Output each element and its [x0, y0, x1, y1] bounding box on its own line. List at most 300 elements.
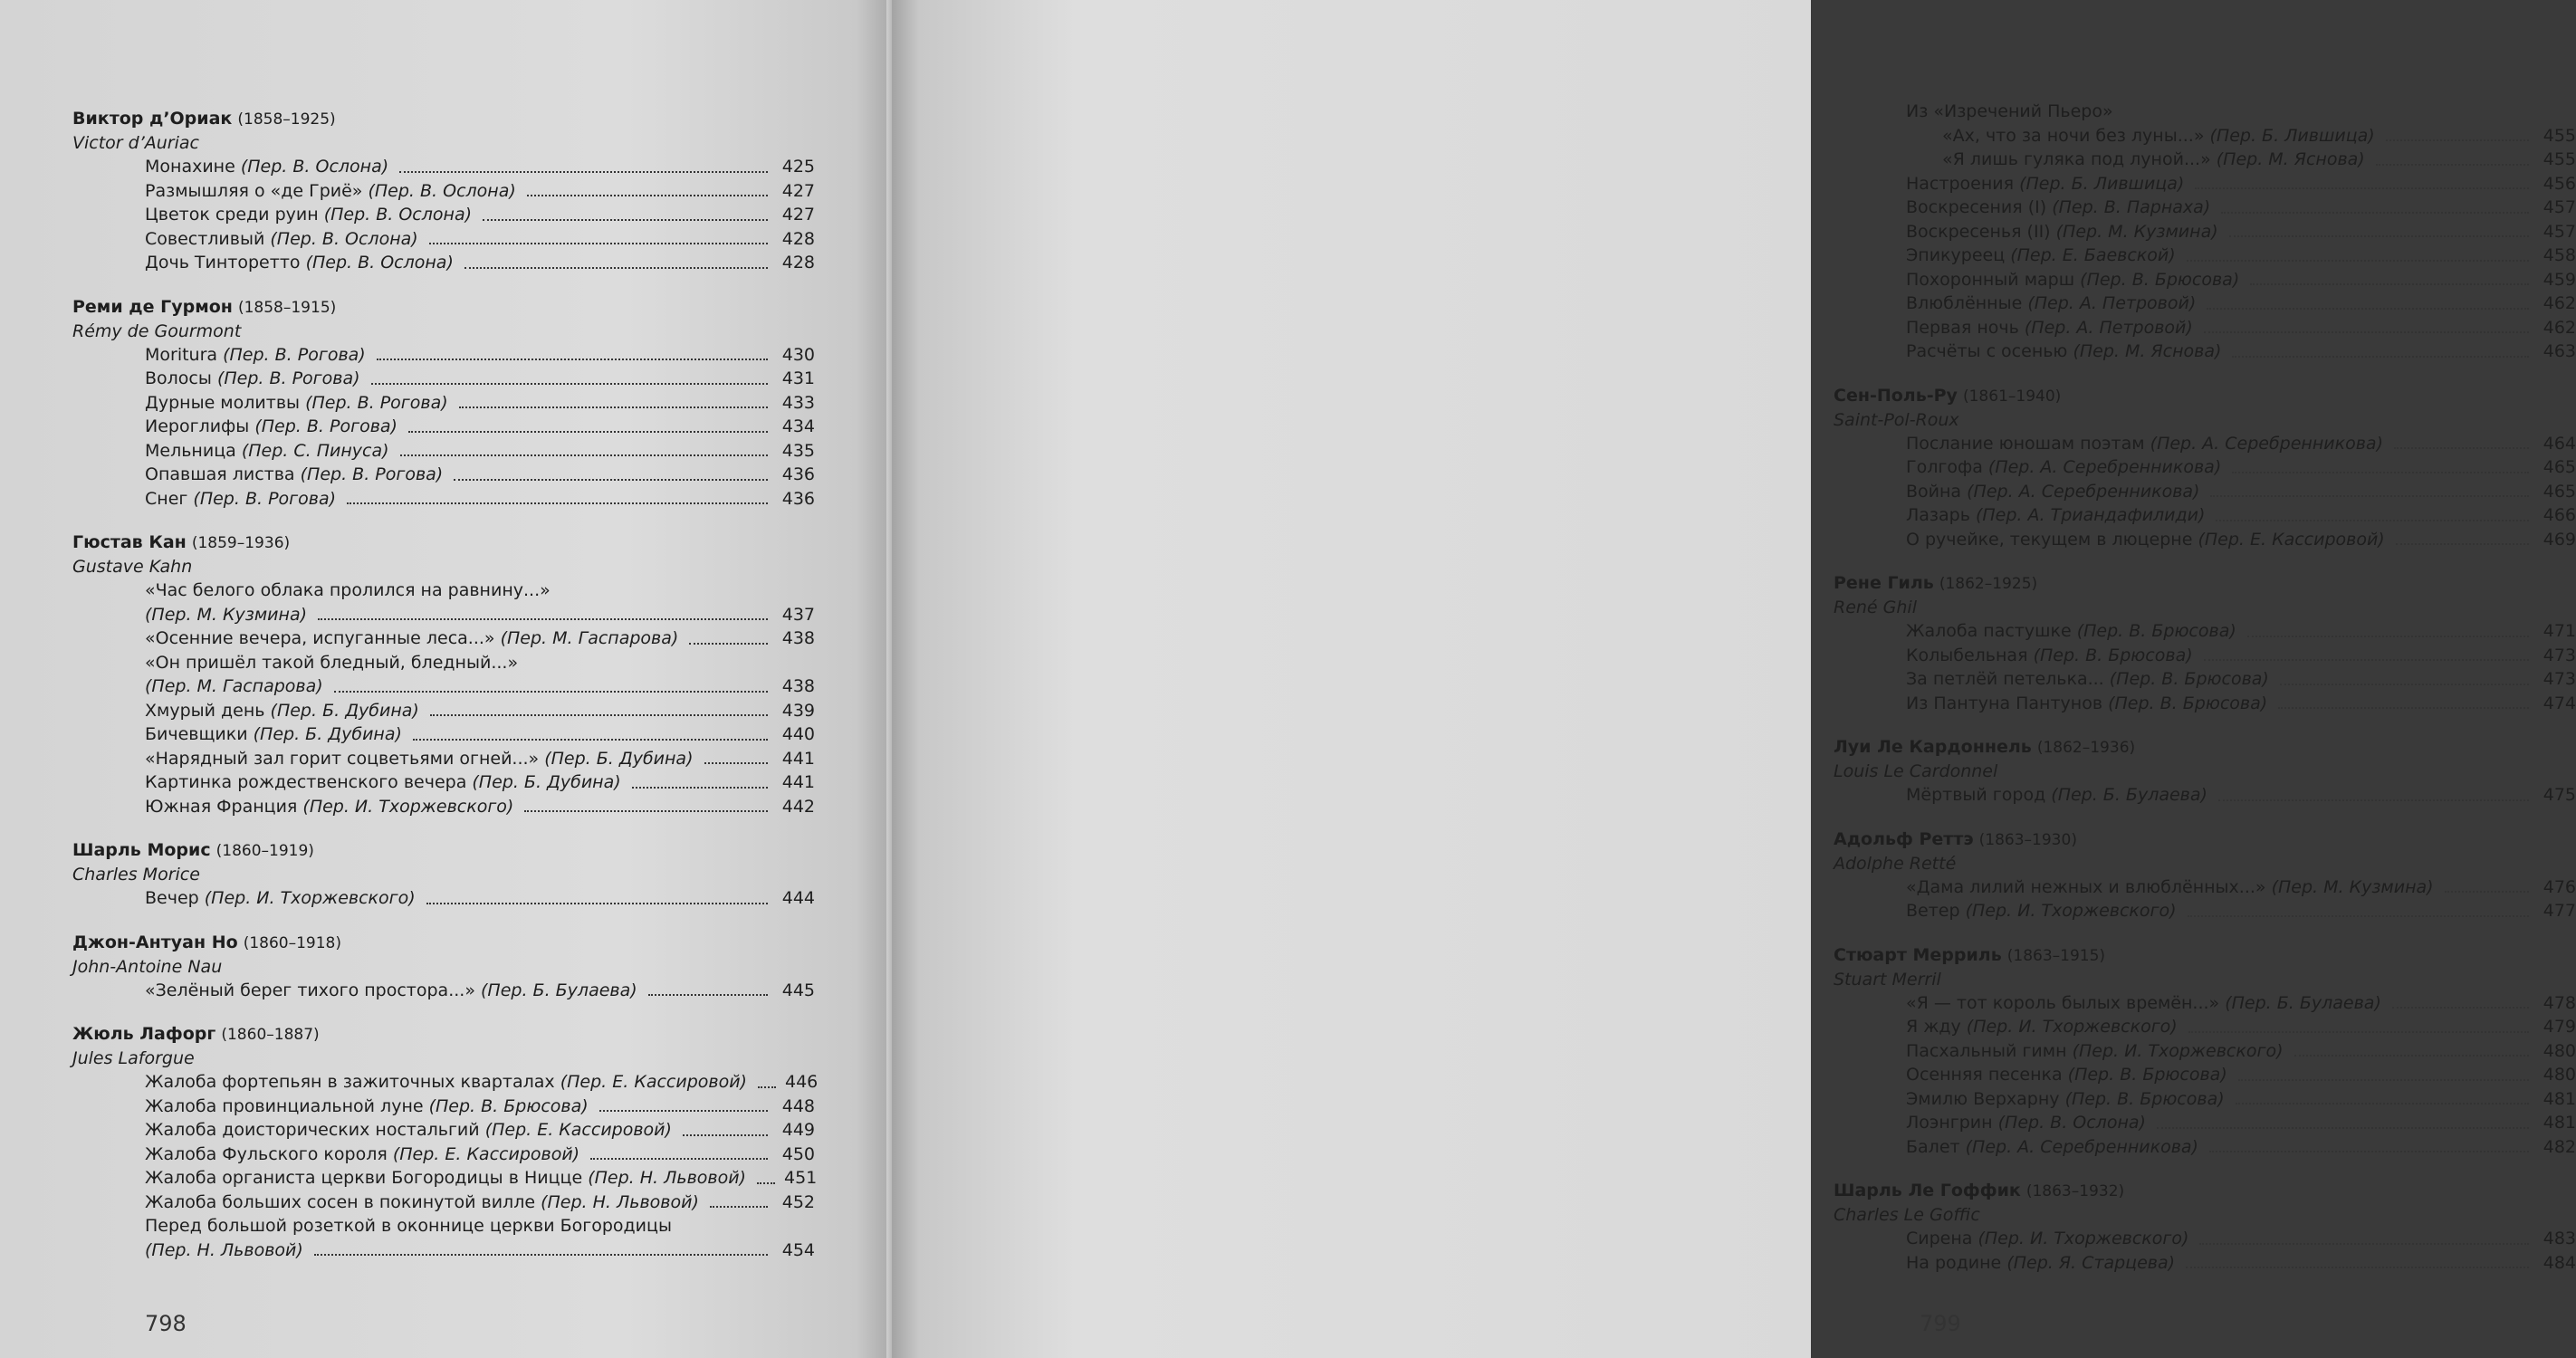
toc-entry: [145, 770, 815, 795]
author-heading: [1834, 1179, 2576, 1203]
entry-translator: (Пер. В. Рогова): [254, 416, 397, 436]
section-subheading: [1906, 100, 2576, 124]
toc-entry: [145, 1191, 815, 1215]
entry-translator: (Пер. Б. Дубина): [472, 772, 621, 792]
dot-leader: [2386, 139, 2529, 141]
toc-entry: [1942, 124, 2576, 148]
entry-page-number: 480: [2542, 1065, 2576, 1085]
entry-page-number: 479: [2542, 1017, 2576, 1037]
entry-translator: (Пер. В. Рогова): [223, 344, 366, 365]
author-section: [1834, 827, 2576, 923]
toc-entry: [145, 795, 815, 819]
entry-page-number: 477: [2542, 901, 2576, 921]
toc-entry: [1906, 1227, 2576, 1251]
sub-entry-list: [1906, 124, 2576, 172]
entry-page-number: 427: [781, 205, 815, 225]
dot-leader: [314, 1254, 768, 1256]
entry-title: Хмурый день: [145, 700, 265, 721]
toc-entry: [145, 579, 815, 626]
entry-translator: (Пер. Н. Львовой): [541, 1191, 699, 1212]
dot-leader: [464, 267, 768, 269]
entry-title: Moritura: [145, 344, 218, 365]
entry-title: Цветок среди руин: [145, 205, 319, 225]
toc-entry: [1906, 316, 2576, 340]
entry-title: Совестливый: [145, 228, 265, 249]
entry-translator: (Пер. Б. Лившица): [2209, 125, 2375, 146]
author-section: [1834, 735, 2576, 808]
entry-title: Колыбельная: [1906, 645, 2028, 665]
entry-page-number: 434: [781, 416, 815, 436]
author-heading: [72, 531, 815, 555]
dot-leader: [2294, 1055, 2530, 1057]
entry-page-number: 428: [781, 253, 815, 273]
dot-leader: [2187, 260, 2529, 262]
entry-translator: (Пер. В. Брюсова): [428, 1095, 589, 1116]
entry-title: «Я лишь гуляка под луной...»: [1942, 149, 2211, 169]
entry-title: Пасхальный гимн: [1906, 1040, 2067, 1061]
toc-entry: [1906, 480, 2576, 504]
entry-page-number: 465: [2542, 481, 2576, 502]
entry-title: Мёртвый город: [1906, 785, 2046, 805]
toc-entry: [145, 251, 815, 275]
entry-title: Воскресенья (II): [1906, 221, 2051, 242]
entry-page-number: 484: [2542, 1252, 2576, 1273]
entry-translator: (Пер. И. Тхоржевского): [1966, 1017, 2178, 1037]
entry-page-number: 439: [781, 700, 815, 721]
entry-page-number: 457: [2542, 197, 2576, 217]
author-heading: [72, 107, 815, 131]
author-latin-name: John-Antoine Nau: [72, 956, 223, 977]
entry-translator: (Пер. М. Кузмина): [145, 604, 307, 625]
dot-leader: [2188, 1031, 2529, 1033]
entry-page-number: 425: [781, 157, 815, 177]
toc-entry: [1906, 1111, 2576, 1135]
toc-entry-line: [145, 603, 815, 627]
entry-title: «Ах, что за ночи без луны...»: [1942, 125, 2205, 146]
entry-page-number: 444: [781, 888, 815, 908]
toc-entry: [145, 367, 815, 391]
entry-translator: (Пер. Е. Кассировой): [2198, 529, 2385, 550]
entry-page-number: 458: [2542, 245, 2576, 265]
entry-title: Жалоба органиста церкви Богородицы в Ницце: [145, 1168, 583, 1188]
toc-entry: [145, 699, 815, 723]
toc-entry: [1906, 783, 2576, 808]
author-heading: [72, 931, 815, 955]
entry-translator: (Пер. В. Ослона): [323, 205, 472, 225]
author-latin-name: Victor d’Auriac: [72, 133, 199, 153]
toc-entry: [1906, 1039, 2576, 1064]
toc-entry-line: [145, 651, 815, 675]
entry-translator: (Пер. Я. Старцева): [2006, 1252, 2176, 1273]
author-years: (1858–1915): [237, 298, 337, 317]
entry-translator: (Пер. Б. Лившица): [2019, 173, 2185, 194]
toc-entry: [1906, 340, 2576, 364]
entry-page-number: 457: [2542, 221, 2576, 242]
dot-leader: [430, 714, 768, 716]
dot-leader: [399, 171, 768, 173]
toc-entry: [1906, 991, 2576, 1016]
entry-translator: (Пер. В. Рогова): [305, 392, 448, 413]
entry-page-number: 436: [781, 488, 815, 509]
toc-entry: [1906, 503, 2576, 528]
toc-entry: [1906, 244, 2576, 268]
entry-translator: (Пер. А. Петровой): [2027, 293, 2197, 313]
entry-title: «Дама лилий нежных и влюблённых...»: [1906, 876, 2266, 897]
toc-entry: [145, 626, 815, 651]
toc-entry: [1906, 619, 2576, 644]
toc-left-column: [72, 107, 819, 1262]
entry-page-number: 462: [2542, 317, 2576, 338]
dot-leader: [2188, 915, 2529, 917]
dot-leader: [334, 691, 768, 693]
toc-entry: [145, 179, 815, 204]
author-name: Шарль Морис: [72, 840, 211, 860]
entry-page-number: 455: [2542, 125, 2576, 146]
entry-title: Воскресения (I): [1906, 197, 2047, 217]
author-name: Джон-Антуан Но: [72, 932, 238, 952]
author-section: [1834, 943, 2576, 1160]
entry-page-number: 451: [783, 1168, 818, 1188]
entry-translator: (Пер. Б. Дубина): [544, 748, 694, 769]
entry-list: [1834, 432, 2576, 552]
author-name: Сен-Поль-Ру: [1834, 385, 1958, 406]
entry-title: Первая ночь: [1906, 317, 2019, 338]
entry-page-number: 430: [781, 344, 815, 365]
entry-page-number: 473: [2542, 645, 2576, 665]
author-heading: [1834, 571, 2576, 596]
entry-page-number: 435: [781, 440, 815, 461]
entry-title: Бичевщики: [145, 724, 248, 744]
dot-leader: [2236, 1103, 2529, 1105]
toc-entry: [145, 1214, 815, 1262]
dot-leader: [377, 359, 768, 360]
author-name: Адольф Реттэ: [1834, 828, 1974, 849]
entry-translator: (Пер. М. Кузмина): [2271, 876, 2434, 897]
author-name: Шарль Ле Гоффик: [1834, 1181, 2021, 1200]
author-name: Реми де Гурмон: [72, 296, 233, 317]
entry-title: Сирена: [1906, 1229, 1973, 1248]
dot-leader: [683, 1134, 768, 1136]
entry-list: [1834, 619, 2576, 715]
toc-entry: [1906, 1135, 2576, 1160]
entry-translator: (Пер. М. Яснова): [2216, 149, 2365, 169]
author-latin-name: Adolphe Retté: [1834, 853, 1957, 874]
entry-page-number: 466: [2542, 505, 2576, 525]
entry-page-number: 450: [781, 1143, 815, 1164]
entry-page-number: 446: [784, 1072, 819, 1092]
entry-title: Голгофа: [1906, 457, 1983, 477]
entry-list: [1834, 1227, 2576, 1275]
author-heading: [1834, 827, 2576, 852]
toc-entry: [145, 747, 815, 771]
page-number-right: 799: [1920, 1311, 1961, 1336]
page-number-left: 798: [145, 1311, 187, 1336]
entry-title: Балет: [1906, 1136, 1960, 1157]
entry-title: «Осенние вечера, испуганные леса...»: [145, 628, 495, 648]
toc-entry: [1906, 692, 2576, 716]
toc-entry: [1906, 268, 2576, 292]
entry-page-number: 427: [781, 180, 815, 201]
dot-leader: [2396, 543, 2529, 545]
author-section: [72, 107, 815, 275]
toc-entry: [145, 1118, 815, 1143]
dot-leader: [632, 787, 768, 789]
entry-page-number: 475: [2542, 785, 2576, 805]
subheading-title: Из «Изречений Пьеро»: [1906, 101, 2113, 121]
entry-title: Из Пантуна Пантунов: [1906, 693, 2103, 713]
entry-translator: (Пер. А. Серебренникова): [1987, 457, 2222, 477]
entry-page-number: 449: [781, 1120, 815, 1140]
dot-leader: [483, 219, 768, 221]
dot-leader: [2278, 707, 2529, 709]
entry-page-number: 481: [2542, 1113, 2576, 1133]
entry-title: Похоронный марш: [1906, 269, 2075, 290]
entry-list: [72, 343, 815, 512]
author-latin-name: Charles Morice: [72, 865, 200, 885]
author-section: [72, 295, 815, 512]
entry-translator: (Пер. И. Тхоржевского): [1977, 1229, 2189, 1248]
dot-leader: [347, 502, 768, 504]
entry-translator: (Пер. И. Тхоржевского): [302, 796, 514, 817]
author-years: (1860–1887): [221, 1026, 320, 1044]
entry-page-number: 473: [2542, 669, 2576, 689]
entry-translator: (Пер. В. Брюсова): [2064, 1088, 2225, 1109]
entry-title: Ветер: [1906, 901, 1960, 921]
author-years: (1862–1925): [1939, 575, 2038, 593]
toc-entry: [1906, 528, 2576, 552]
entry-translator: (Пер. М. Гаспарова): [500, 628, 679, 648]
entry-title: Монахине: [145, 157, 235, 177]
entry-translator: (Пер. В. Брюсова): [2033, 645, 2193, 665]
entry-page-number: 459: [2542, 269, 2576, 290]
author-latin-name: Saint-Pol-Roux: [1834, 409, 1959, 430]
toc-entry: [145, 203, 815, 227]
toc-entry: [145, 415, 815, 439]
entry-translator: (Пер. В. Парнаха): [2052, 197, 2211, 217]
entry-page-number: 438: [781, 628, 815, 648]
author-latin-name: Stuart Merril: [1834, 969, 1941, 990]
entry-translator: (Пер. Е. Кассировой): [484, 1120, 672, 1140]
dot-leader: [689, 643, 768, 645]
author-latin-name: Charles Le Goffic: [1834, 1205, 1980, 1225]
author-section: [1834, 571, 2576, 715]
entry-list: [72, 579, 815, 818]
toc-entry: [1906, 455, 2576, 480]
toc-entry: [145, 391, 815, 416]
author-section: [72, 1022, 819, 1262]
toc-entry-line: [145, 1238, 815, 1263]
dot-leader: [527, 195, 768, 196]
entry-title: Волосы: [145, 368, 212, 388]
entry-title: Жалоба фортепьян в зажиточных кварталах: [145, 1072, 555, 1092]
toc-entry: [1906, 1015, 2576, 1039]
toc-entry: [1942, 148, 2576, 172]
author-years: (1863–1932): [2025, 1182, 2125, 1200]
entry-translator: (Пер. М. Кузмина): [2055, 221, 2218, 242]
entry-list: [1834, 875, 2576, 923]
dot-leader: [2238, 1079, 2529, 1081]
dot-leader: [710, 1206, 768, 1208]
author-name: Гюстав Кан: [72, 532, 187, 552]
dot-leader: [758, 1086, 776, 1088]
toc-right-column: [1834, 100, 2576, 1275]
author-years: (1860–1919): [215, 842, 314, 860]
toc-entry: [1906, 432, 2576, 456]
entry-list: [1834, 991, 2576, 1160]
entry-page-number: 428: [781, 228, 815, 249]
entry-list: [72, 155, 815, 275]
toc-entry: [145, 487, 815, 512]
author-name: Рене Гиль: [1834, 573, 1934, 593]
dot-leader: [2229, 235, 2529, 237]
toc-entry: [1906, 292, 2576, 316]
entry-title: Жалоба доисторических ностальгий: [145, 1120, 480, 1140]
author-years: (1860–1918): [243, 933, 341, 952]
entry-page-number: 480: [2542, 1040, 2576, 1061]
entry-translator: (Пер. А. Серебренникова): [1967, 481, 2200, 502]
dot-leader: [371, 383, 768, 385]
dot-leader: [2392, 1007, 2529, 1009]
entry-page-number: 441: [781, 748, 815, 769]
toc-entry-line: [145, 674, 815, 699]
dot-leader: [2376, 164, 2529, 166]
dot-leader: [426, 903, 768, 904]
author-name: Луи Ле Кардоннель: [1834, 737, 2032, 757]
dot-leader: [429, 243, 768, 244]
toc-entry: [145, 1166, 818, 1191]
dot-leader: [454, 479, 768, 481]
entry-translator: (Пер. В. Рогова): [216, 368, 360, 388]
author-latin-name: Rémy de Gourmont: [72, 320, 242, 341]
entry-list: [72, 886, 815, 911]
dot-leader: [2186, 1267, 2529, 1268]
entry-page-number: 462: [2542, 293, 2576, 313]
entry-translator: (Пер. И. Тхоржевского): [1965, 901, 2177, 921]
toc-entry-line: [145, 579, 815, 603]
entry-title: Южная Франция: [145, 796, 298, 817]
entry-title: Жалоба пастушке: [1906, 621, 2072, 641]
author-years: (1859–1936): [191, 534, 291, 552]
entry-title: Жалоба больших сосен в покинутой вилле: [145, 1191, 536, 1212]
entry-page-number: 441: [781, 772, 815, 792]
entry-title: Картинка рождественского вечера: [145, 772, 467, 792]
entry-list: [1834, 783, 2576, 808]
entry-translator: (Пер. В. Рогова): [300, 464, 444, 484]
entry-translator: (Пер. Б. Дубина): [270, 700, 419, 721]
dot-leader: [2195, 187, 2529, 189]
entry-translator: (Пер. В. Брюсова): [2080, 269, 2240, 290]
entry-translator: (Пер. В. Брюсова): [2076, 621, 2236, 641]
entry-translator: (Пер. М. Яснова): [2073, 341, 2222, 361]
dot-leader: [2221, 212, 2529, 214]
entry-page-number: 471: [2542, 621, 2576, 641]
entry-page-number: 464: [2542, 433, 2576, 454]
entry-translator: (Пер. В. Брюсова): [2067, 1065, 2227, 1085]
toc-entry: [145, 439, 815, 464]
dot-leader: [2232, 356, 2529, 358]
dot-leader: [757, 1182, 775, 1184]
entry-translator: (Пер. А. Петровой): [2024, 317, 2193, 338]
author-latin-name: Jules Laforgue: [72, 1048, 195, 1068]
author-heading: [1834, 384, 2576, 408]
entry-page-number: 478: [2542, 992, 2576, 1013]
entry-title: Осенняя песенка: [1906, 1065, 2063, 1085]
entry-translator: (Пер. А. Серебренникова): [1965, 1136, 2198, 1157]
author-heading: [72, 838, 815, 863]
author-section: [72, 931, 815, 1003]
toc-entry: [145, 979, 815, 1003]
author-section: [72, 838, 815, 911]
dot-leader: [2218, 799, 2529, 801]
entry-title: Настроения: [1906, 173, 2015, 194]
entry-translator: (Пер. В. Брюсова): [2109, 669, 2269, 689]
dot-leader: [2232, 472, 2529, 473]
author-latin-name: Gustave Kahn: [72, 557, 193, 577]
entry-page-number: 440: [781, 724, 815, 744]
entry-title: Война: [1906, 481, 1962, 502]
dot-leader: [2199, 1243, 2529, 1245]
author-name: Жюль Лафорг: [72, 1024, 216, 1044]
dot-leader: [648, 994, 768, 996]
toc-entry: [145, 1095, 815, 1119]
author-name: Стюарт Мерриль: [1834, 944, 2002, 965]
dot-leader: [400, 454, 768, 456]
entry-title: На родине: [1906, 1252, 2002, 1273]
author-heading: [1834, 943, 2576, 968]
dot-leader: [318, 618, 768, 620]
entry-translator: (Пер. В. Ослона): [368, 180, 516, 201]
entry-translator: (Пер. В. Ослона): [240, 157, 389, 177]
entry-translator: (Пер. В. Ослона): [305, 253, 454, 273]
toc-entry: [1906, 667, 2576, 692]
entry-translator: (Пер. Б. Булаева): [481, 980, 637, 1000]
dot-leader: [408, 431, 768, 433]
dot-leader: [2207, 308, 2529, 310]
entry-page-number: 436: [781, 464, 815, 484]
entry-translator: (Пер. И. Тхоржевского): [2072, 1040, 2284, 1061]
entry-page-number: 482: [2542, 1136, 2576, 1157]
entry-page-number: 448: [781, 1095, 815, 1116]
toc-entry: [1906, 220, 2576, 244]
author-section: [1834, 384, 2576, 552]
author-name: Виктор д’Ориак: [72, 109, 233, 129]
entry-title: Влюблённые: [1906, 293, 2023, 313]
dot-leader: [599, 1110, 768, 1112]
toc-entry: [145, 155, 815, 179]
dot-leader: [524, 810, 768, 812]
author-years: (1863–1930): [1978, 830, 2077, 849]
entry-translator: (Пер. И. Тхоржевского): [204, 888, 416, 908]
author-years: (1863–1915): [2006, 946, 2106, 965]
left-page: [0, 0, 892, 1358]
dot-leader: [590, 1158, 768, 1160]
entry-page-number: 433: [781, 392, 815, 413]
dot-leader: [2280, 684, 2529, 685]
dot-leader: [2445, 891, 2529, 893]
entry-page-number: 431: [781, 368, 815, 388]
entry-page-number: 463: [2542, 341, 2576, 361]
dot-leader: [2157, 1127, 2529, 1129]
entry-translator: (Пер. Б. Дубина): [253, 724, 402, 744]
toc-entry: [145, 886, 815, 911]
entry-translator: (Пер. Н. Львовой): [145, 1239, 303, 1260]
author-years: (1862–1936): [2036, 739, 2136, 757]
entry-title: Дурные молитвы: [145, 392, 301, 413]
entry-title: «Он пришёл такой бледный, бледный...»: [145, 652, 519, 673]
dot-leader: [2210, 495, 2529, 497]
entry-title: Мельница: [145, 440, 236, 461]
entry-page-number: 437: [781, 604, 815, 625]
